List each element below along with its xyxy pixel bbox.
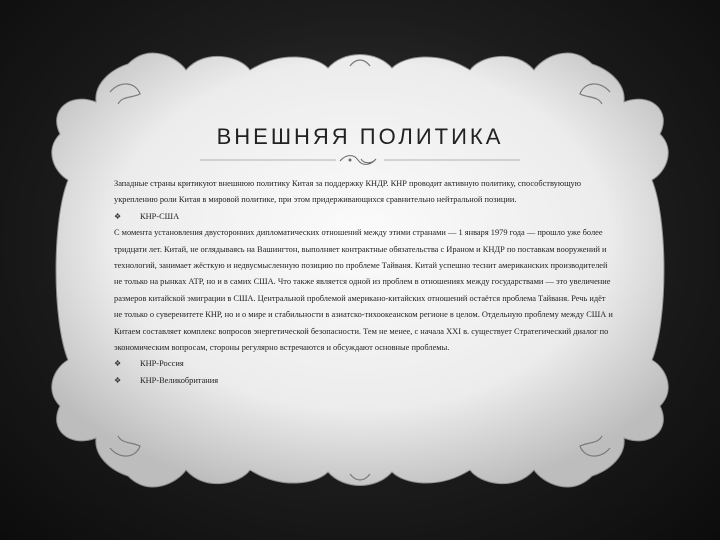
bullet-label-russia: КНР-Россия	[140, 359, 184, 369]
ornament-divider-icon	[200, 152, 520, 168]
diamond-bullet-icon: ❖	[114, 211, 122, 221]
list-item-uk	[114, 373, 614, 389]
list-item-usa	[114, 209, 614, 225]
slide-content	[114, 176, 614, 389]
bullet-label-usa: КНР-США	[140, 211, 180, 221]
page-title: ВНЕШНЯЯ ПОЛИТИКА	[216, 124, 504, 149]
list-item-russia	[114, 356, 614, 372]
diamond-bullet-icon: ❖	[114, 359, 122, 369]
diamond-bullet-icon: ❖	[114, 375, 122, 385]
usa-paragraph: С момента установления двусторонних дипломатических отношений между этими странами — 1 января 1979 года — прошло уже более тридцати лет. Китай, не оглядываясь на Вашингтон, выполняет контрактные обязательства с Ираном и КНДР по поставкам вооружений и технологий, занимает жёсткую и недвусмысленную позицию по проблеме Тайваня. Китай успешно теснит американских производителей не только на рынках АТР, но и в самих США. Что также является одной из проблем в отношениях между государствами — это увеличение размеров китайской эмиграции в США. Центральной проблемой американо-китайских отношений остаётся проблема Тайваня. Речь идёт не только о суверенитете КНР, но и о мире и стабильности в азиатско-тихоокеанском регионе в целом. Отдельную проблему между США и Китаем составляет комплекс вопросов энергетической безопасности. Тем не менее, с начала XXI в. существует Стратегический диалог по экономическим вопросам, стороны регулярно встречаются и обсуждают основные проблемы.	[114, 228, 613, 353]
intro-paragraph: Западные страны критикуют внешнюю политику Китая за поддержку КНДР. КНР проводит активную политику, способствующую укреплению роли Китая в мировой политике, при этом придерживающихся сравнительно нейтральной позиции.	[114, 179, 581, 205]
bullet-label-uk: КНР-Великобритания	[140, 375, 219, 385]
